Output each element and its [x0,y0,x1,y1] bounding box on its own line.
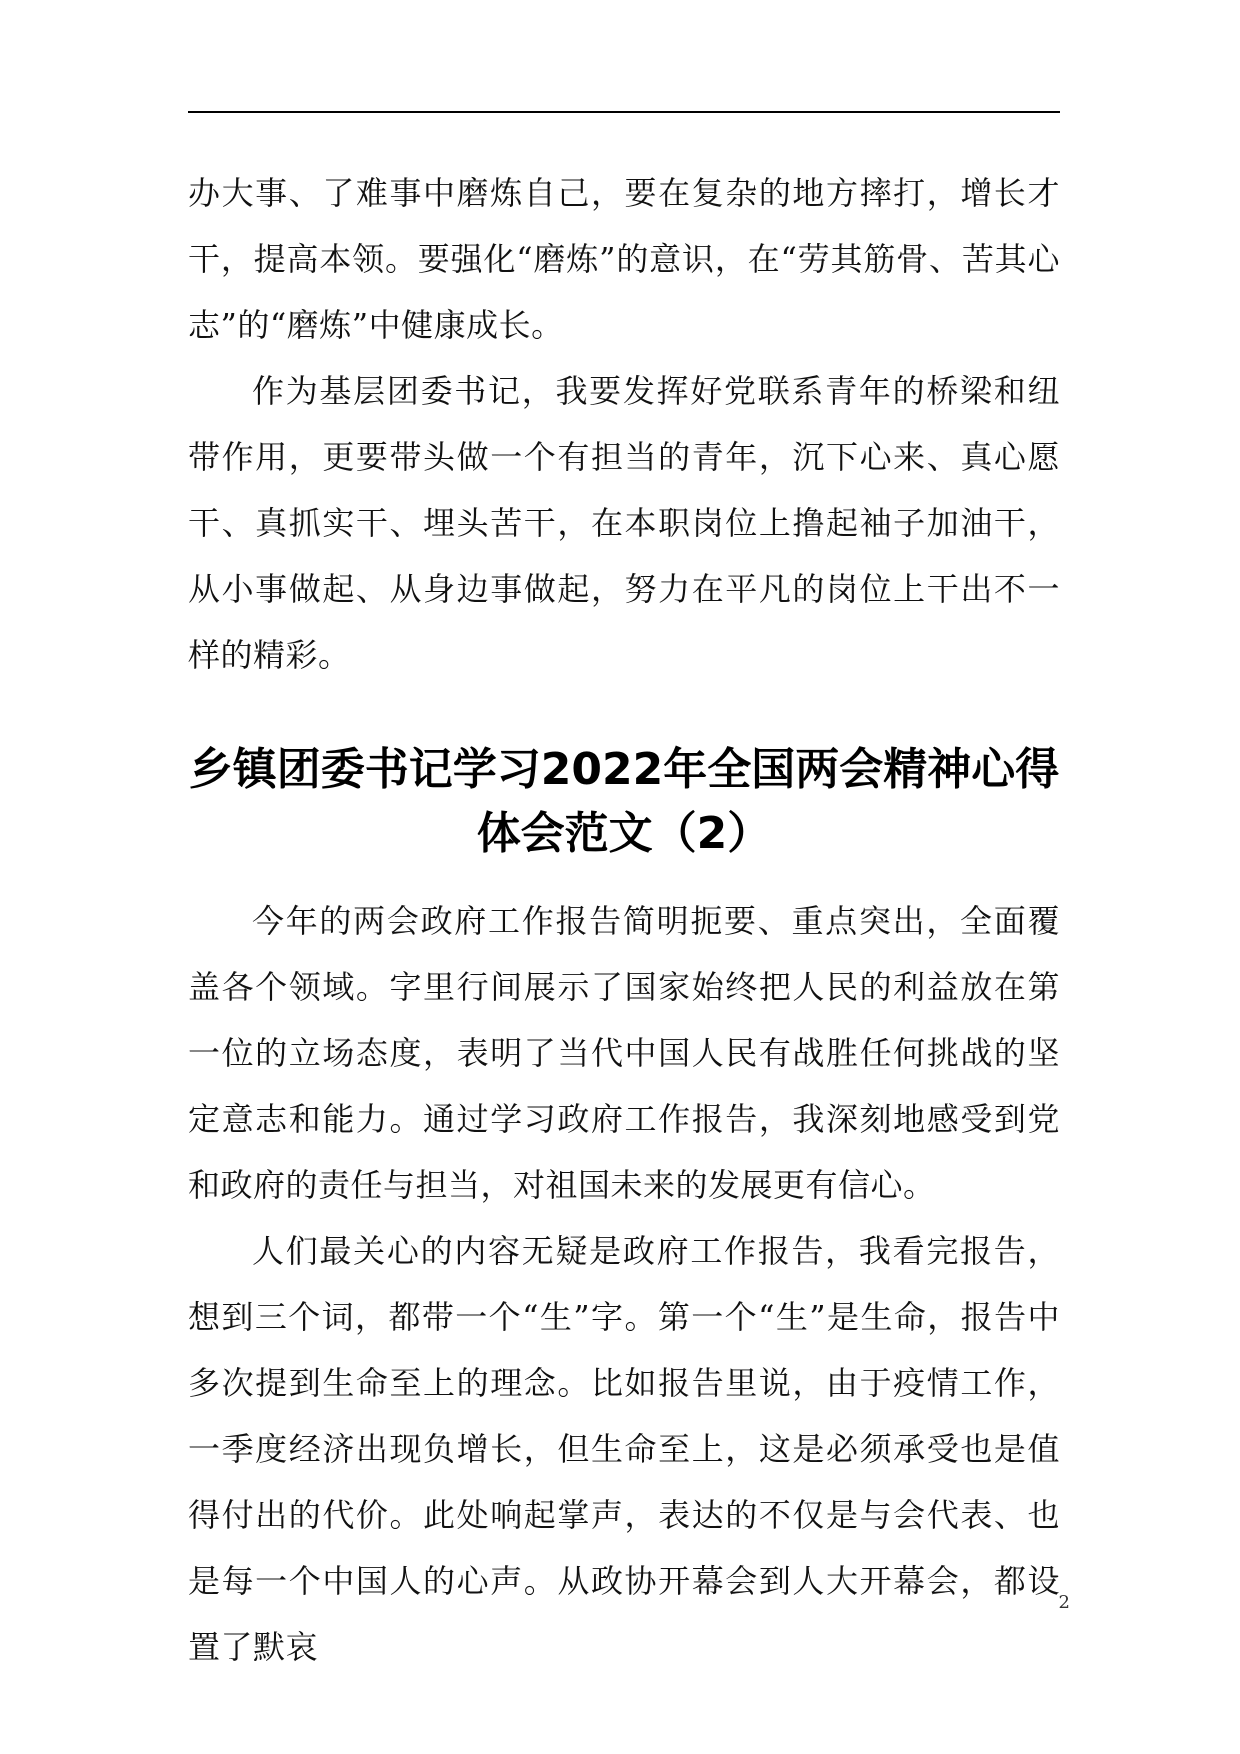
continuation-paragraph-1: 办大事、了难事中磨炼自己，要在复杂的地方摔打，增长才干，提高本领。要强化“磨炼”的意识，在“劳其筋骨、苦其心志”的“磨炼”中健康成长。 [188,174,1060,344]
page-number: 2 [1058,1592,1070,1613]
article-paragraph-2: 人们最关心的内容无疑是政府工作报告，我看完报告，想到三个词，都带一个“生”字。第一个“生”是生命，报告中多次提到生命至上的理念。比如报告里说，由于疫情工作，一季度经济出现负增长，但生命至上，这是必须承受也是值得付出的代价。此处响起掌声，表达的不仅是与会代表、也是每一个中国人的心声。从政协开幕会到人大开幕会，都设置了默哀 [188,1232,1060,1666]
article-title: 乡镇团委书记学习2022年全国两会精神心得体会范文（2） [188,744,1060,859]
article-paragraph-1: 今年的两会政府工作报告简明扼要、重点突出，全面覆盖各个领域。字里行间展示了国家始终把人民的利益放在第一位的立场态度，表明了当代中国人民有战胜任何挑战的坚定意志和能力。通过学习政府工作报告，我深刻地感受到党和政府的责任与担当，对祖国未来的发展更有信心。 [188,902,1060,1204]
page-content [188,160,1060,1680]
header-rule [188,111,1060,113]
continuation-paragraph-2: 作为基层团委书记，我要发挥好党联系青年的桥梁和纽带作用，更要带头做一个有担当的青年，沉下心来、真心愿干、真抓实干、埋头苦干，在本职岗位上撸起袖子加油干，从小事做起、从身边事做起，努力在平凡的岗位上干出不一样的精彩。 [188,372,1060,674]
